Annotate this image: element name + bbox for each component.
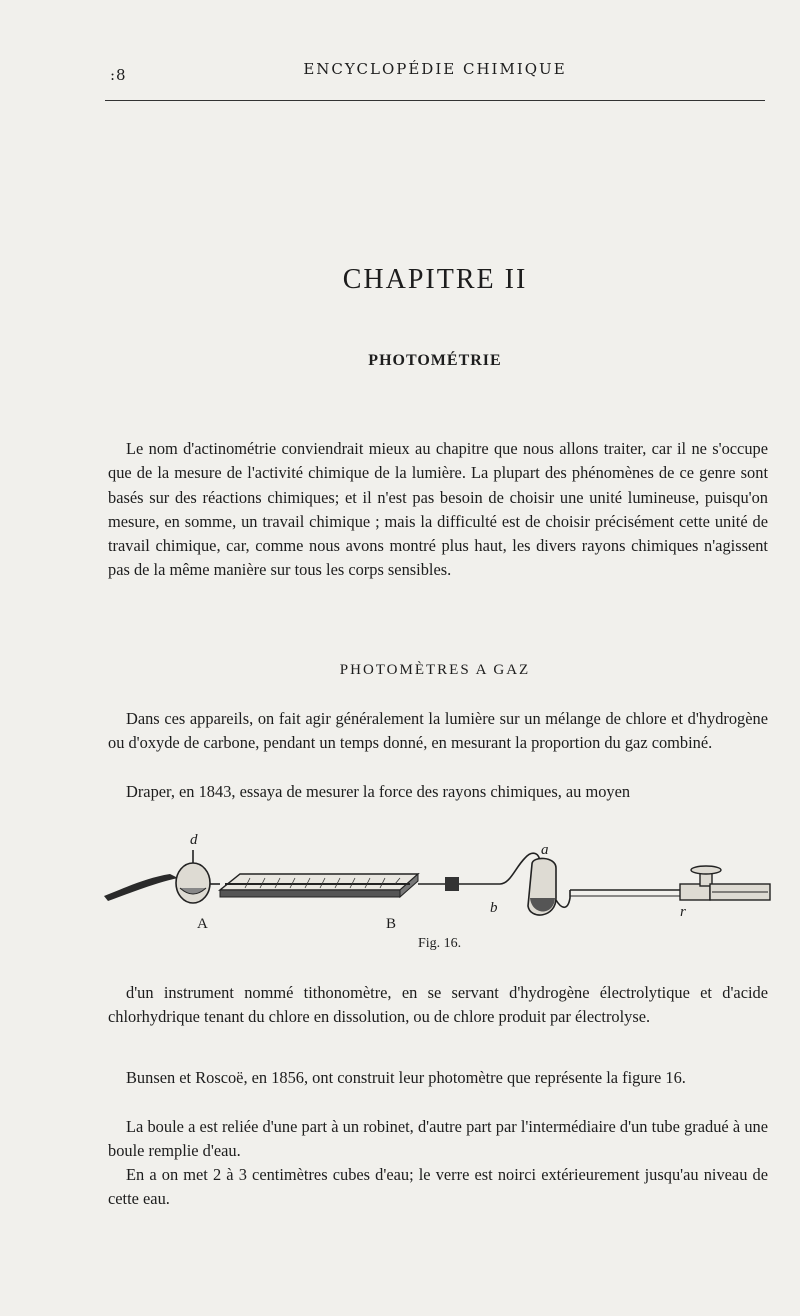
label-B: B <box>386 916 397 932</box>
header-rule <box>105 100 765 101</box>
subsection-title: PHOTOMÈTRES A GAZ <box>339 662 531 678</box>
figure-16 <box>100 828 780 958</box>
rubber-tube <box>104 874 178 901</box>
graduated-plate <box>220 874 418 890</box>
label-d: d <box>190 832 198 848</box>
body-paragraph: En a on met 2 à 3 centimètres cubes d'eau; le verre est noirci extérieurement jusqu'au niveau de cette eau. <box>108 1165 768 1209</box>
running-title: ENCYCLOPÉDIE CHIMIQUE <box>303 60 567 78</box>
body-paragraph: La boule a est reliée d'une part à un robinet, d'autre part par l'intermédiaire d'un tube gradué à une boule remplie d'eau. <box>108 1117 768 1161</box>
chapter-title: CHAPITRE II <box>342 264 528 295</box>
body-paragraph: Bunsen et Roscoë, en 1856, ont construit leur photomètre que représente la figure 16. <box>126 1068 686 1087</box>
page-header <box>100 60 770 86</box>
section-title: PHOTOMÉTRIE <box>368 352 502 369</box>
body-paragraph: d'un instrument nommé tithonomètre, en se servant d'hydrogène électrolytique et d'acide chlorhydrique tenant du chlore en dissolution, ou de chlore produit par électrolyse. <box>108 983 768 1027</box>
label-r: r <box>680 904 686 920</box>
label-A: A <box>197 916 208 932</box>
body-paragraph: Draper, en 1843, essaya de mesurer la force des rayons chimiques, au moyen <box>126 782 631 801</box>
bulb-A <box>176 863 210 903</box>
label-b: b <box>490 900 498 916</box>
body-paragraph: Dans ces appareils, on fait agir généralement la lumière sur un mélange de chlore et d'hydrogène ou d'oxyde de carbone, pendant un temps donné, en mesurant la proportion du gaz combiné. <box>108 709 768 753</box>
page-number: :8 <box>110 66 127 84</box>
figure-caption: Fig. 16. <box>418 936 462 951</box>
label-a: a <box>541 842 549 858</box>
connector-joint <box>445 877 459 891</box>
intro-paragraph: Le nom d'actinométrie conviendrait mieux au chapitre que nous allons traiter, car il ne s'occupe que de la mesure de l'activité chimique de la lumière. La plupart des phénomènes de ce genre sont basés sur des réactions chimiques; et il n'est pas besoin de choisir une unité lumineuse, puisqu'on mesure, en somme, un travail chimique ; mais la difficulté est de choisir précisément cette unité de travail chimique, car, comme nous avons montré plus haut, les divers rayons chimiques n'agissent pas de la même manière sur tous les corps sensibles. <box>108 439 768 580</box>
